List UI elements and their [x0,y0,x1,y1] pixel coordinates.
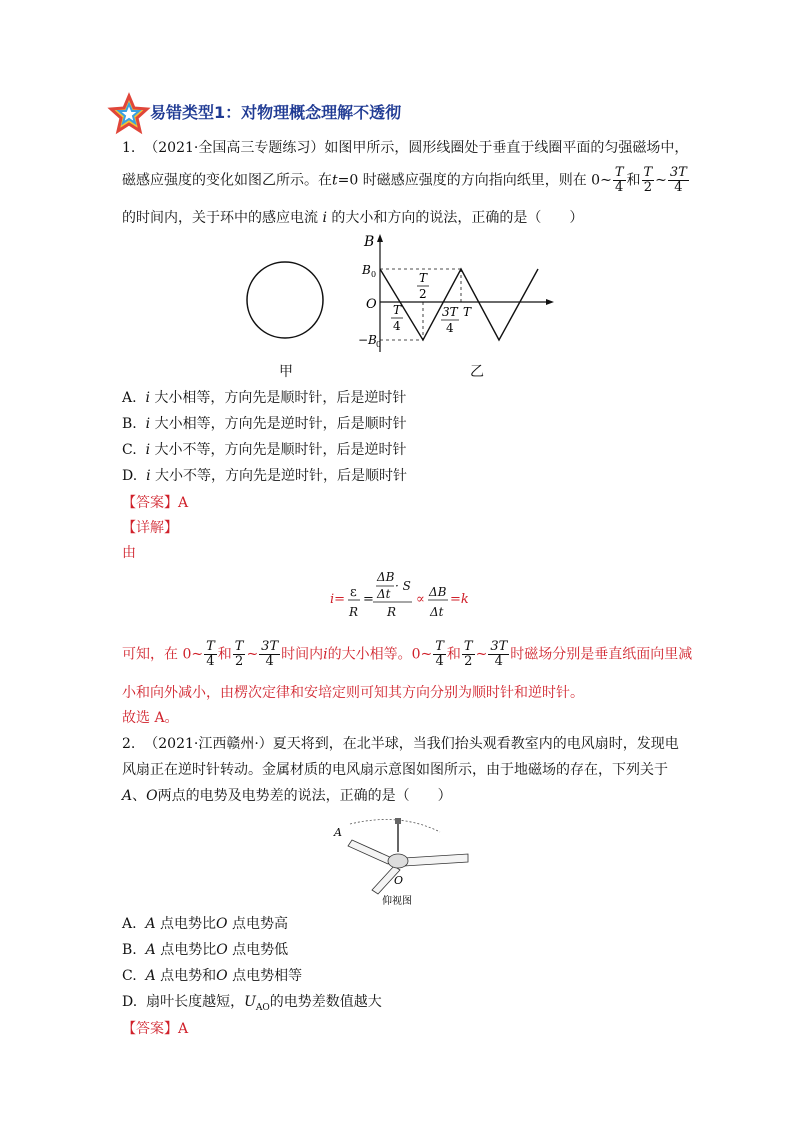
figure-yi-label: 乙 [470,364,484,380]
formula-r1: R [349,605,359,619]
q1-line1: 1. （2021·全国高三专题练习）如图甲所示，圆形线圈处于垂直于线圈平面的匀强磁场中， [122,140,689,156]
graph-3t4-num: 3T [442,305,458,319]
q1-option-c: C. i 大小不等，方向先是顺时针，后是逆时针 [122,442,407,458]
q2-option-c: C. A 点电势和O 点电势相等 [122,968,303,984]
q1-answer: 【答案】A [122,495,189,511]
formula-r2: R [387,605,397,619]
ceiling-fan-figure [330,812,475,912]
graph-neg-b0: −B [358,333,377,347]
formula-db2: ΔB [429,585,447,599]
q1-option-d: D. i 大小不等，方向先是逆时针，后是顺时针 [122,468,408,484]
q2-line1: 2. （2021·江西赣州·）夏天将到，在北半球，当我们抬头观看教室内的电风扇时，发现电 [122,736,679,752]
formula-k: =k [450,592,469,607]
fan-label-o: O [394,874,404,887]
q2-line3: A、O两点的电势及电势差的说法，正确的是（ ） [122,788,452,804]
q1-line2: 磁感应强度的变化如图乙所示。在t=0 时磁感应强度的方向指向纸里，则在 0~ $\frac{T}{4}$ 和 $\frac{T}{2}$ ~ $\frac{3T}{4}$ [122,165,687,195]
fan-caption: 仰视图 [382,896,412,907]
graph-t4-den: 4 [393,319,401,333]
q1-detail-label: 【详解】 [122,520,178,536]
q2-option-d: D. 扇叶长度越短，$U_{AO}$的电势差数值越大 [122,994,382,1013]
fan-label-a: A [334,826,342,839]
formula-eps: ε [350,585,357,600]
q2-option-a: A. A 点电势比O 点电势高 [122,916,288,932]
graph-t4-num: T [393,303,402,317]
graph-neg-b0-sub: 0 [376,340,382,349]
q2-option-b: B. A 点电势比O 点电势低 [122,942,289,958]
formula-db1: ΔB [377,570,395,584]
graph-b0-sub: 0 [371,270,377,279]
section-title: 易错类型1：对物理概念理解不透彻 [150,103,402,122]
q1-line3: 的时间内，关于环中的感应电流 i 的大小和方向的说法，正确的是（ ） [122,210,584,226]
q1-detail-you: 由 [122,545,136,561]
induced-current-formula [330,566,490,624]
q1-conclusion: 故选 A。 [122,710,179,726]
graph-t: T [463,305,472,319]
graph-t2-den: 2 [419,287,427,301]
b-t-graph [360,232,560,362]
graph-3t4-den: 4 [446,321,454,335]
q1-explanation-line1: 可知，在 0~ $\frac{T}{4}$ 和 $\frac{T}{2}$ ~ $\frac{3T}{4}$ 时间内i的大小相等。0~ $\frac{T}{4}$ 和 $\frac{T}{2}$ ~ $\frac{3T}{4}$ 时磁场分别是垂直纸面向里减 [122,639,693,669]
graph-axis-b: B [364,234,375,250]
figure-jia-label: 甲 [279,364,293,380]
graph-b0: B [362,263,371,277]
coil-circle-figure [240,255,330,345]
formula-s: · S [395,579,411,593]
q1-option-b: B. i 大小相等，方向先是逆时针，后是顺时针 [122,416,407,432]
formula-prop: ∝ [416,592,425,607]
formula-dt2: Δt [430,605,444,619]
q2-line2: 风扇正在逆时针转动。金属材质的电风扇示意图如图所示，由于地磁场的存在，下列关于 [122,762,668,778]
graph-origin: O [366,297,377,312]
q1-explanation-line2: 小和向外减小，由楞次定律和安培定则可知其方向分别为顺时针和逆时针。 [122,685,584,701]
q1-option-a: A. i 大小相等，方向先是顺时针，后是逆时针 [122,390,407,406]
formula-i: i= [330,592,346,607]
q2-answer: 【答案】A [122,1021,189,1037]
star-logo-icon [110,94,148,134]
formula-dt1: Δt [377,587,391,601]
graph-t2-num: T [419,271,428,285]
svg-text:=: = [363,592,374,607]
